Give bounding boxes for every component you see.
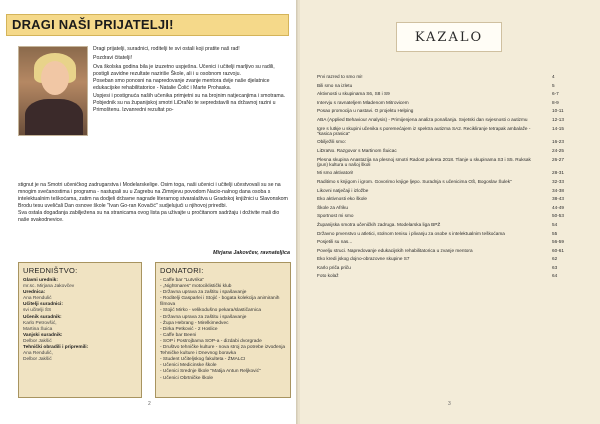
editorial-line: Delbor Jakšić bbox=[23, 338, 52, 344]
editorial-line: Učitelji suradnici: bbox=[23, 302, 63, 308]
editorial-line: Ana Rendulić, bbox=[23, 351, 53, 357]
editorial-heading: UREDNIŠTVO: bbox=[23, 266, 78, 275]
toc-entry[interactable] bbox=[317, 231, 574, 236]
donor-line: - Dirka Petković - 2 Hoslice bbox=[160, 326, 218, 332]
donor-line: - Student Učiteljskog fakulteta - ŽMALCI bbox=[160, 357, 246, 363]
toc-entry[interactable] bbox=[317, 248, 574, 253]
editorial-line: Glavni urednik: bbox=[23, 278, 58, 283]
toc-entry-title: Raditimo s knjigom i igrom. Govorimo knjige ljepo. Suradnja s učenicima OŠ, Bogoslav Šulek" bbox=[317, 178, 512, 184]
toc-entry[interactable] bbox=[317, 148, 574, 153]
intro-paragraph: Dragi prijatelji, suradnici, roditelji te svi ostali koji pratite naš rad! bbox=[93, 46, 240, 52]
toc-entry-title: Povelju struci. Napredovanje edukacijskih rehabilitatorica u zvanje mentora bbox=[317, 247, 473, 253]
toc-entry-title: Posjetili su nas... bbox=[317, 239, 353, 245]
editorial-line: Ana Rendulić bbox=[23, 296, 52, 302]
toc-entry-title: Sportnost mi smo bbox=[317, 213, 354, 219]
left-page bbox=[0, 0, 298, 424]
page-number: 2 bbox=[148, 401, 151, 407]
principal-photo bbox=[18, 46, 88, 136]
toc-entry-page: 10-11 bbox=[552, 108, 564, 114]
toc-entry-title: Aktivnosti u skupinama S6, S8 i S9 bbox=[317, 91, 390, 97]
donor-line: - Učenici Srednje škole "Matija Antun Reljković" bbox=[160, 369, 261, 375]
editorial-line: Delbor Jakšić bbox=[23, 357, 52, 363]
toc-entry[interactable] bbox=[317, 139, 574, 144]
toc-entry-title: Posao promocija u nastavi. O projektu Helping bbox=[317, 108, 414, 114]
toc-entry-page: 4 bbox=[552, 74, 555, 79]
toc-entry-page: 24-25 bbox=[552, 147, 564, 153]
toc-entry[interactable] bbox=[317, 100, 574, 105]
toc-entry[interactable] bbox=[317, 157, 574, 167]
page-number: 3 bbox=[448, 401, 451, 407]
donor-line: - Učenici Obrtničke škole bbox=[160, 375, 214, 381]
toc-entry-page: 28-31 bbox=[552, 170, 564, 176]
toc-entry-title: Državno prvenstvo u atletici, stolnom tenisu i plivanju za osobe s intelektualnim teškoćama bbox=[317, 230, 505, 236]
toc-entry[interactable] bbox=[317, 273, 574, 278]
toc-entry-page: 60-61 bbox=[552, 247, 564, 253]
toc-entry-page: 64 bbox=[552, 273, 558, 279]
editorial-line: Urednica: bbox=[23, 290, 46, 296]
editorial-list bbox=[23, 278, 137, 363]
toc-entry-title: ABA (Applied Behaviour Analysis) - Primijenjena analiza ponašanja. Svjetski dan svjesnosti o autizmu bbox=[317, 116, 528, 122]
toc-entry[interactable] bbox=[317, 179, 574, 184]
toc-entry-title: Eko kredi jskog dojno-obrazovne skupine S7 bbox=[317, 256, 410, 262]
photo-figure-body bbox=[25, 99, 83, 136]
toc-entry-title: Foto kolaž bbox=[317, 273, 339, 279]
toc-entry-page: 32-33 bbox=[552, 178, 564, 184]
toc-entry-page: 12-13 bbox=[552, 116, 564, 122]
donors-heading: DONATORI: bbox=[160, 266, 204, 275]
donor-line: - Državna uprava za zaštitu i spašavanje bbox=[160, 314, 247, 320]
toc-entry[interactable] bbox=[317, 91, 574, 96]
donor-line: - Društvo tehničke kulture - nova stroj za potrebe izvođenja Tehničke kulture i Dnevnog boravka bbox=[160, 345, 286, 357]
donor-line: - Župa Hebrang - Mirelkimedvec bbox=[160, 320, 229, 326]
toc-entry-page: 8-9 bbox=[552, 99, 559, 105]
toc-entry[interactable] bbox=[317, 213, 574, 218]
editorial-line: Martina Šuica bbox=[23, 326, 53, 332]
donor-line: - Caffe bar "Lutvrika" bbox=[160, 278, 205, 283]
toc-entry[interactable] bbox=[317, 188, 574, 193]
toc-entry-page: 14-15 bbox=[552, 125, 564, 131]
toc-entry-page: 26-27 bbox=[552, 156, 564, 162]
toc-entry-page: 55 bbox=[552, 230, 558, 236]
intro-paragraph: Uspjesi i postignuća naših učenika primjetni su na brojnim natjecanjima i smotrama. Pobjednik su na županijskoj smotri LiDraNo te sepredstavili na državnoj razini u Primoštenu. Izvanredni rezultat po- bbox=[93, 92, 286, 113]
intro-paragraph: Ova školska godina bila je izuzetno uspješna. Učenici i učitelji marljivo su radili, postigli zavidne rezultate naziriše Škole, ali i u osobnom razvoju. bbox=[93, 64, 275, 78]
toc-entry-page: 63 bbox=[552, 264, 558, 270]
toc-entry[interactable] bbox=[317, 205, 574, 210]
toc-entry-page: 34-38 bbox=[552, 187, 564, 193]
right-page bbox=[300, 0, 600, 424]
toc-entry-title: Prvi razred to smo mi! bbox=[317, 74, 363, 79]
toc-entry[interactable] bbox=[317, 108, 574, 113]
intro-paragraph: Pozdravi čitatelji! bbox=[93, 55, 132, 62]
page-title: DRAGI NAŠI PRIJATELJI! bbox=[6, 14, 289, 36]
editorial-line: Karlo Petrovšić, bbox=[23, 320, 57, 326]
toc-entry-page: 6-7 bbox=[552, 91, 559, 97]
donor-line: - Učenici Medicinske škole bbox=[160, 363, 217, 369]
toc-entry-title: Mi smo aktivatori! bbox=[317, 170, 354, 176]
toc-entry-title: Škole za Afriku bbox=[317, 204, 349, 210]
toc-entry[interactable] bbox=[317, 196, 574, 201]
toc-entry-title: Eko aktivnosti eko škole bbox=[317, 196, 368, 202]
editorial-line: Vanjski suradnik: bbox=[23, 332, 63, 338]
toc-entry-page: 16-23 bbox=[552, 139, 564, 145]
toc-entry-title: Obilježili smo: bbox=[317, 139, 346, 145]
toc-entry-title: Županijska smotra učeničkih zadruga. Modelarska liga BPŽ bbox=[317, 221, 441, 227]
editorial-box bbox=[18, 262, 142, 398]
toc-entry[interactable] bbox=[317, 126, 574, 136]
toc-entry-title: Karlo priča priču bbox=[317, 264, 351, 270]
body-paragraph: stignut je na Smotri učeničkog zadrugarstva i Modelarskelige. Osim toga, naši učenici i učitelji učestvovali su se na mnogim svečanostima i programa - nastupali su u Zagrebu na Zimnjevu povodom Nacio-nalnog dana osoba s intelektualnim teškoćama, zatim na dodjeli državne nagrade literarnog stvaralaštva u Gradskoj knjižnici u Slavonskom Brodu tesu uveličali Dan osnove škole "Ivan Go-ran Kovačić" sudjelujući u njihovoj priredbi. bbox=[18, 182, 288, 210]
donor-line: - Državna uprava za zaštitu i spašavanje bbox=[160, 290, 247, 296]
signature: Mirjana Jakovčev, ravnateljica bbox=[212, 250, 290, 256]
toc-entry[interactable] bbox=[317, 117, 574, 122]
donors-list bbox=[160, 278, 286, 382]
toc-entry-title: Intervju s ravnateljem Mladenom Mitrovicem bbox=[317, 99, 409, 105]
intro-paragraph: Poseban smo ponosni na napredovanje zvanje mentora dvije naše djelatnice edukacijske rehabilitatorice - Natalie Čolić i Marte Prohaska. bbox=[93, 78, 270, 92]
donor-line: - „Nightmares“ motociklistički klub bbox=[160, 284, 232, 290]
toc-entry-page: 44-49 bbox=[552, 204, 564, 210]
toc-entry-page: 38-43 bbox=[552, 196, 564, 202]
photo-figure-face bbox=[41, 61, 69, 95]
donor-line: - SOP i Postrojbama SOP-a - dizdabi dvorgrade bbox=[160, 338, 262, 344]
toc-entry[interactable] bbox=[317, 83, 574, 88]
toc-entry-title: LiDraNo. Razgovor s Martinom Šuicac bbox=[317, 147, 397, 153]
editorial-line: svi učitelji ŠS bbox=[23, 308, 52, 314]
toc-entry-page: 54 bbox=[552, 221, 558, 227]
body-paragraph: Sva ostala događanja zabilježena su na stranicama ovog lista pa uživajte u pročitanom sadržaju i doživite mali dio naše svakodnevice. bbox=[18, 210, 280, 224]
toc-entry[interactable] bbox=[317, 239, 574, 244]
editorial-line: Tehnički obradili i pripremili: bbox=[23, 345, 89, 351]
toc-entry-page: 62 bbox=[552, 256, 558, 262]
body-text bbox=[18, 182, 290, 225]
toc-entry-title: Likovni natječaji i izložbe bbox=[317, 187, 369, 193]
contents-title-box bbox=[396, 22, 502, 52]
donor-line: - Stojić Mirko - velikodušno pekara/slastičarnica bbox=[160, 308, 262, 314]
donor-line: - Roditelji Gasparlei i Stojić - bogata kolekcija animiranih filmova bbox=[160, 296, 280, 308]
editorial-line: mr.sc. Mirjana Jakovčev bbox=[23, 284, 75, 290]
donor-line: - Caffe bar Beeni bbox=[160, 332, 197, 338]
toc-entry[interactable] bbox=[317, 256, 574, 261]
toc-entry[interactable] bbox=[317, 222, 574, 227]
toc-entry-page: 56-59 bbox=[552, 239, 564, 245]
toc-entry-page: 50-53 bbox=[552, 213, 564, 219]
contents-title: KAZALO bbox=[414, 30, 484, 45]
donors-box bbox=[155, 262, 291, 398]
toc-entry-title: Plesna skupina Anastazija na plesnoj smotri Radost pokreta 2018. Tlanje u skupinama S3 i S5. Ruksak (pun) kultura u našoj školi bbox=[317, 156, 531, 167]
toc-entry[interactable] bbox=[317, 265, 574, 270]
intro-text bbox=[93, 46, 289, 114]
table-of-contents bbox=[317, 74, 574, 282]
toc-entry[interactable] bbox=[317, 170, 574, 175]
editorial-line: Učenik suradnik: bbox=[23, 314, 62, 320]
toc-entry-title: Bili smo na izletu bbox=[317, 82, 353, 88]
toc-entry-title: Igre s lutkje u skupini učenika s poremećajem iz spektra autizma SA2. Recikliranje tetrapak ambalaže - "kasica prasica" bbox=[317, 125, 531, 136]
toc-entry[interactable] bbox=[317, 74, 574, 79]
toc-entry-page: 5 bbox=[552, 82, 555, 88]
